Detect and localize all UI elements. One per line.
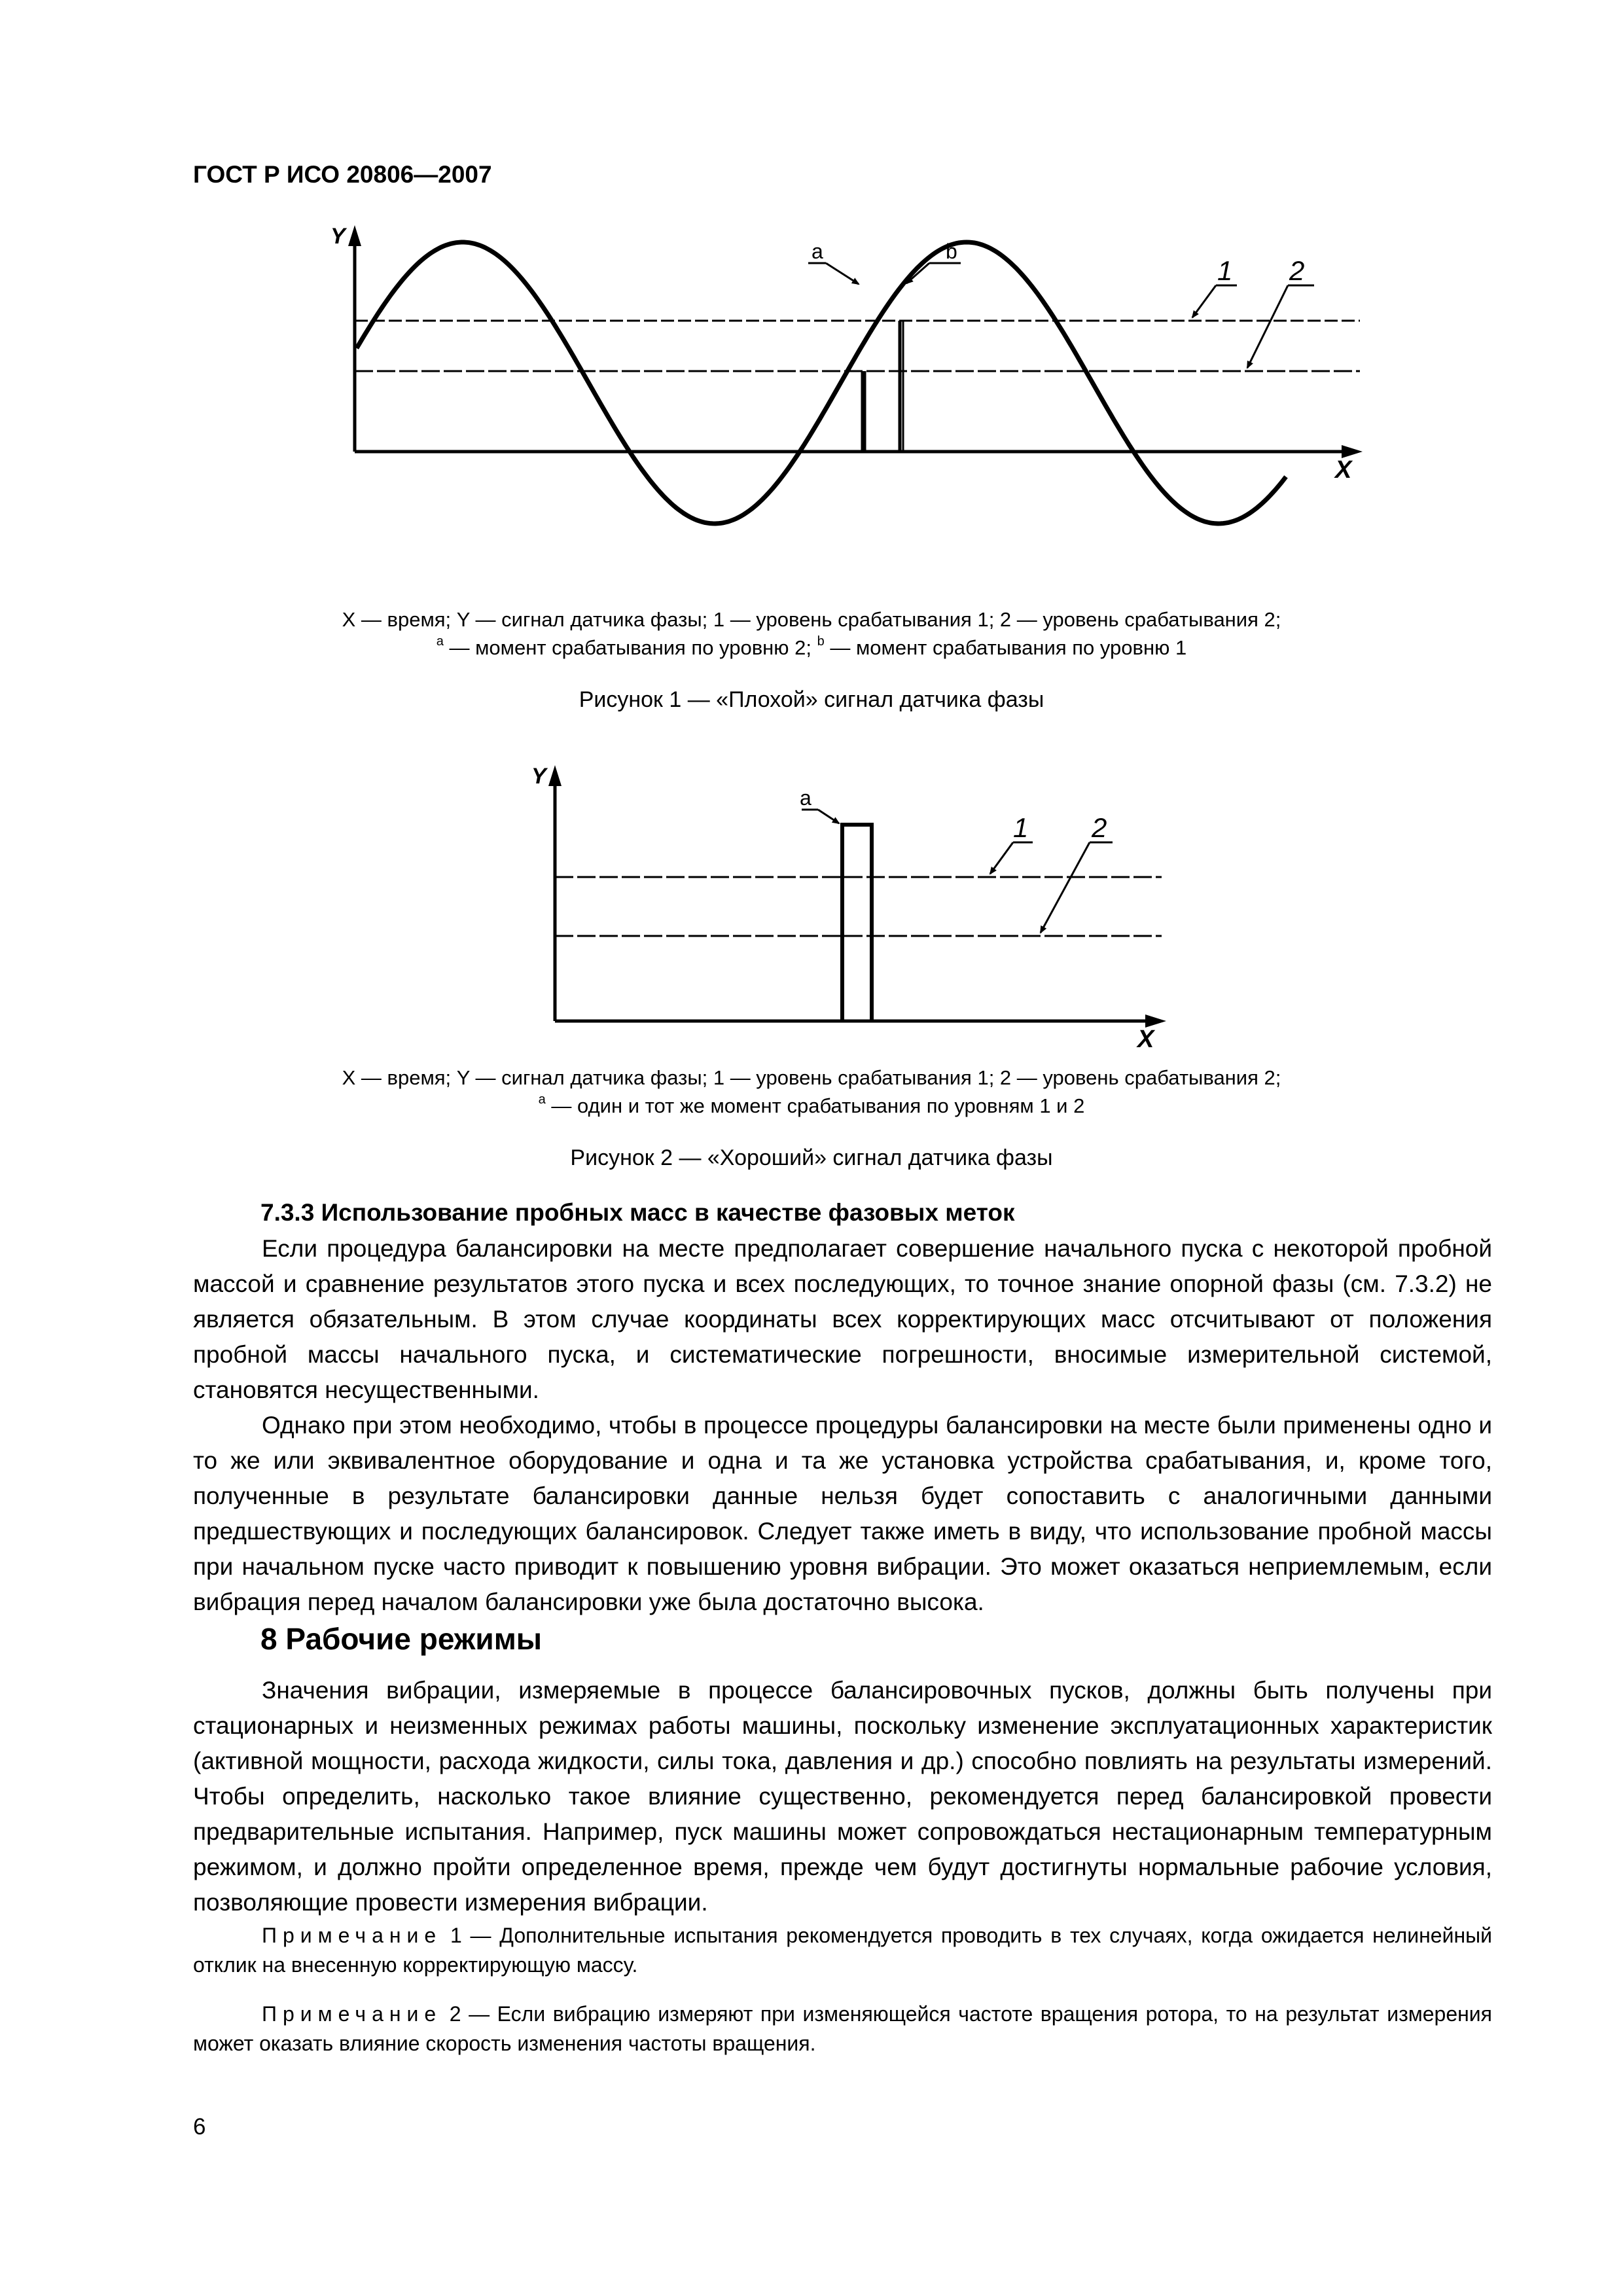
figure-1-graph: [0, 216, 1623, 609]
note-2: [193, 2000, 1492, 2058]
footnote-a-marker: a: [436, 634, 444, 649]
figure-1-legend-line-1: X — время; Y — сигнал датчика фазы; 1 — уровень срабатывания 1; 2 — уровень срабатывания 2;: [342, 608, 1281, 631]
sine-signal-curve: [357, 242, 1286, 524]
document-header: ГОСТ Р ИСО 20806—2007: [193, 161, 492, 188]
figure-2: [0, 756, 1623, 1064]
y-axis-arrow-icon: [548, 765, 562, 786]
figure-2-caption: Рисунок 2 — «Хороший» сигнал датчика фазы: [570, 1145, 1053, 1170]
label-1: 1: [1217, 255, 1233, 286]
paragraph: Однако при этом необходимо, чтобы в процессе процедуры балансировки на месте были применены одно и то же или эквивалентное оборудование и одна и та же установка устройства срабатывания, и, кроме того, полученные в результате балансировки данные нельзя будет сопоставить с аналогичными данными предшествующих и последующих балансировок. Следует также иметь в виду, что использование пробной массы при начальном пуске часто приводит к повышению уровня вибрации. Это может оказаться неприемлемым, если вибрация перед началом балансировки уже была достаточно высока.: [193, 1412, 1492, 1615]
paragraph: Если процедура балансировки на месте предполагает совершение начального пуска с некоторой пробной массой и сравнение результатов этого пуска и всех последующих, то точное знание опорной фазы (см. 7.3.2) не является обязательным. В этом случае координаты всех корректирующих масс отсчитывают от положения пробной массы начального пуска, и систематические погрешности, вносимые измерительной системой, становятся несущественными.: [193, 1235, 1492, 1403]
label-1-leader-arrow: [990, 842, 1013, 874]
footnote-a-text: — один и тот же момент срабатывания по уровням 1 и 2: [545, 1094, 1085, 1117]
paragraph: Значения вибрации, измеряемые в процессе балансировочных пусков, должны быть получены при стационарных и неизменных режимах работы машины, поскольку изменение эксплуатационных характеристик (активной мощности, расхода жидкости, силы тока, давления и др.) способно повлиять на результаты измерений. Чтобы определить, насколько такое влияние существенно, рекомендуется перед балансировкой провести предварительные испытания. Например, пуск машины может сопровождаться нестационарным температурным режимом, и должно пройти определенное время, прежде чем будут достигнуты нормальные рабочие условия, позволяющие провести измерения вибрации.: [193, 1677, 1492, 1916]
note-1-label: Примечание: [262, 1924, 442, 1947]
note-1-text: 1 — Дополнительные испытания рекомендуется проводить в тех случаях, когда ожидается нелинейный отклик на внесенную корректирующую массу.: [193, 1924, 1492, 1977]
x-axis-label: X: [1335, 456, 1352, 484]
footnote-b-text: — момент срабатывания по уровню 1: [824, 636, 1187, 659]
section-8-body: [193, 1673, 1492, 1920]
label-1-leader-arrow: [1192, 285, 1216, 317]
subsection-733-body: [193, 1231, 1492, 1620]
figure-2-graph: [0, 756, 1623, 1064]
y-axis-label: Y: [330, 224, 346, 249]
y-axis-arrow-icon: [348, 225, 361, 246]
footnote-a-marker: a: [538, 1092, 546, 1107]
y-axis-label: Y: [531, 764, 546, 789]
figure-2-legend-line-1: X — время; Y — сигнал датчика фазы; 1 — уровень срабатывания 1; 2 — уровень срабатывания 2;: [342, 1066, 1281, 1089]
x-axis-label: X: [1137, 1026, 1154, 1053]
label-2-leader-arrow: [1247, 285, 1288, 368]
label-2: 2: [1289, 255, 1305, 286]
label-2: 2: [1092, 812, 1107, 843]
label-a-leader-arrow: [826, 263, 859, 284]
page-number: 6: [193, 2114, 206, 2140]
figure-1-legend: [0, 605, 1623, 662]
footnote-a-text: — момент срабатывания по уровню 2;: [443, 636, 817, 659]
footnote-b-marker: b: [817, 634, 825, 649]
label-1: 1: [1013, 812, 1029, 843]
figure-1-caption: Рисунок 1 — «Плохой» сигнал датчика фазы: [579, 687, 1044, 712]
figure-2-legend: [0, 1064, 1623, 1120]
figure-1-legend-line-2: [0, 634, 1623, 662]
section-8-title: 8 Рабочие режимы: [260, 1622, 543, 1656]
label-a: a: [812, 240, 823, 263]
label-a-leader-arrow: [818, 810, 839, 823]
square-pulse: [842, 825, 872, 1021]
figure-1: [0, 216, 1623, 609]
label-b: b: [946, 240, 957, 263]
note-2-text: 2 — Если вибрацию измеряют при изменяющейся частоте вращения ротора, то на результат измерения может оказать влияние скорость изменения частоты вращения.: [193, 2002, 1492, 2055]
note-2-label: Примечание: [262, 2002, 442, 2026]
subsection-733-title: 7.3.3 Использование пробных масс в качестве фазовых меток: [260, 1199, 1015, 1226]
figure-2-legend-line-2: [0, 1092, 1623, 1120]
note-1: [193, 1921, 1492, 1980]
label-2-leader-arrow: [1041, 842, 1090, 933]
label-a: a: [800, 786, 812, 810]
